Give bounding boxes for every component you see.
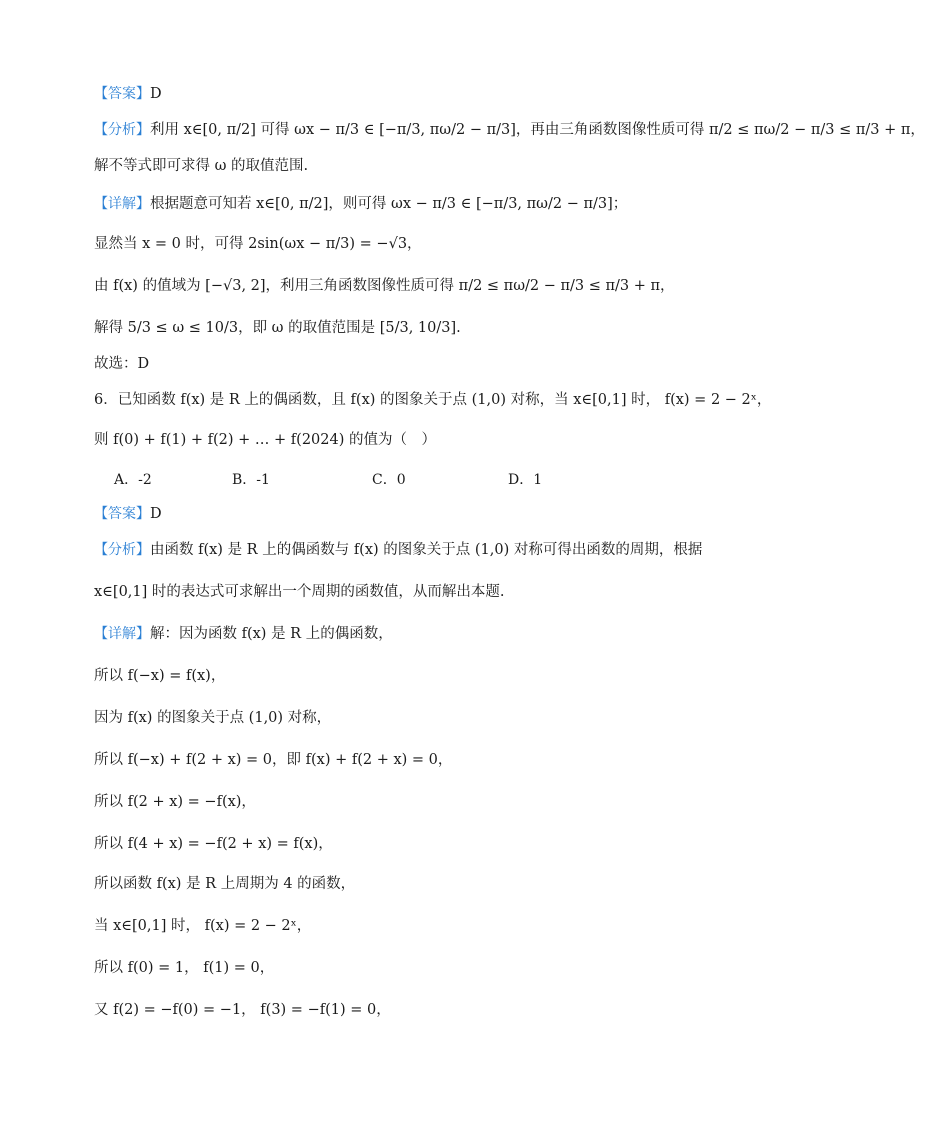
q6-analysis-line-2: x∈[0,1] 时的表达式可求解出一个周期的函数值，从而解出本题. [94, 584, 505, 600]
q5-choose-line: 故选：D [94, 356, 150, 372]
q6-option-c: C．0 [372, 472, 406, 488]
q6-analysis-line-1 [94, 540, 702, 560]
q6-step-line: 又 f(2) = −f(0) = −1， f(3) = −f(1) = 0， [94, 1002, 391, 1018]
q6-step-line: 因为 f(x) 的图象关于点 (1,0) 对称， [94, 710, 332, 726]
q6-step-line: 当 x∈[0,1] 时， f(x) = 2 − 2ˣ， [94, 918, 312, 934]
q5-detail-line-1 [94, 194, 627, 214]
q6-option-a: A．-2 [114, 472, 152, 488]
analysis-tag: 【分析】 [94, 122, 150, 138]
q6-step-line: 所以 f(0) = 1， f(1) = 0， [94, 960, 275, 976]
q6-option-d: D．1 [508, 472, 543, 488]
q6-step-line: 所以 f(4 + x) = −f(2 + x) = f(x)， [94, 836, 333, 852]
q6-answer-line [94, 504, 162, 524]
q5-analysis-line-2: 解不等式即可求得 ω 的取值范围. [94, 158, 309, 174]
q6-step-line: 所以 f(−x) + f(2 + x) = 0，即 f(x) + f(2 + x) = 0， [94, 752, 453, 768]
analysis-text: 利用 x∈[0, π/2] 可得 ωx − π/3 ∈ [−π/3, πω/2 − π/3]，再由三角函数图像性质可得 π/2 ≤ πω/2 − π/3 ≤ π/3 + π， [150, 122, 925, 138]
q6-stem-line-2: 则 f(0) + f(1) + f(2) + … + f(2024) 的值为（ ） [94, 432, 436, 448]
q6-detail-line-1 [94, 624, 393, 644]
answer-tag: 【答案】 [94, 86, 150, 102]
q6-step-line: 所以 f(2 + x) = −f(x)， [94, 794, 256, 810]
analysis-tag: 【分析】 [94, 542, 150, 558]
detail-tag: 【详解】 [94, 196, 150, 212]
q5-detail-line-2: 显然当 x = 0 时，可得 2sin(ωx − π/3) = −√3， [94, 236, 422, 252]
q5-detail-line-4: 解得 5/3 ≤ ω ≤ 10/3，即 ω 的取值范围是 [5/3, 10/3]. [94, 320, 461, 336]
answer-tag: 【答案】 [94, 506, 150, 522]
detail-text: 根据题意可知若 x∈[0, π/2]，则可得 ωx − π/3 ∈ [−π/3, πω/2 − π/3]； [150, 196, 628, 212]
q5-answer-line [94, 84, 162, 104]
q5-detail-line-3: 由 f(x) 的值域为 [−√3, 2]，利用三角函数图像性质可得 π/2 ≤ πω/2 − π/3 ≤ π/3 + π， [94, 278, 675, 294]
detail-text: 解：因为函数 f(x) 是 R 上的偶函数， [150, 626, 393, 642]
q6-step-line: 所以函数 f(x) 是 R 上周期为 4 的函数， [94, 876, 356, 892]
q6-step-line: 所以 f(−x) = f(x)， [94, 668, 226, 684]
answer-value: D [150, 506, 162, 522]
q6-stem-line-1: 6．已知函数 f(x) 是 R 上的偶函数，且 f(x) 的图象关于点 (1,0) 对称，当 x∈[0,1] 时， f(x) = 2 − 2ˣ， [94, 392, 772, 408]
detail-tag: 【详解】 [94, 626, 150, 642]
q5-analysis-line-1 [94, 120, 925, 140]
analysis-text: 由函数 f(x) 是 R 上的偶函数与 f(x) 的图象关于点 (1,0) 对称可得出函数的周期，根据 [150, 542, 703, 558]
answer-value: D [150, 86, 162, 102]
q6-option-b: B．-1 [232, 472, 270, 488]
